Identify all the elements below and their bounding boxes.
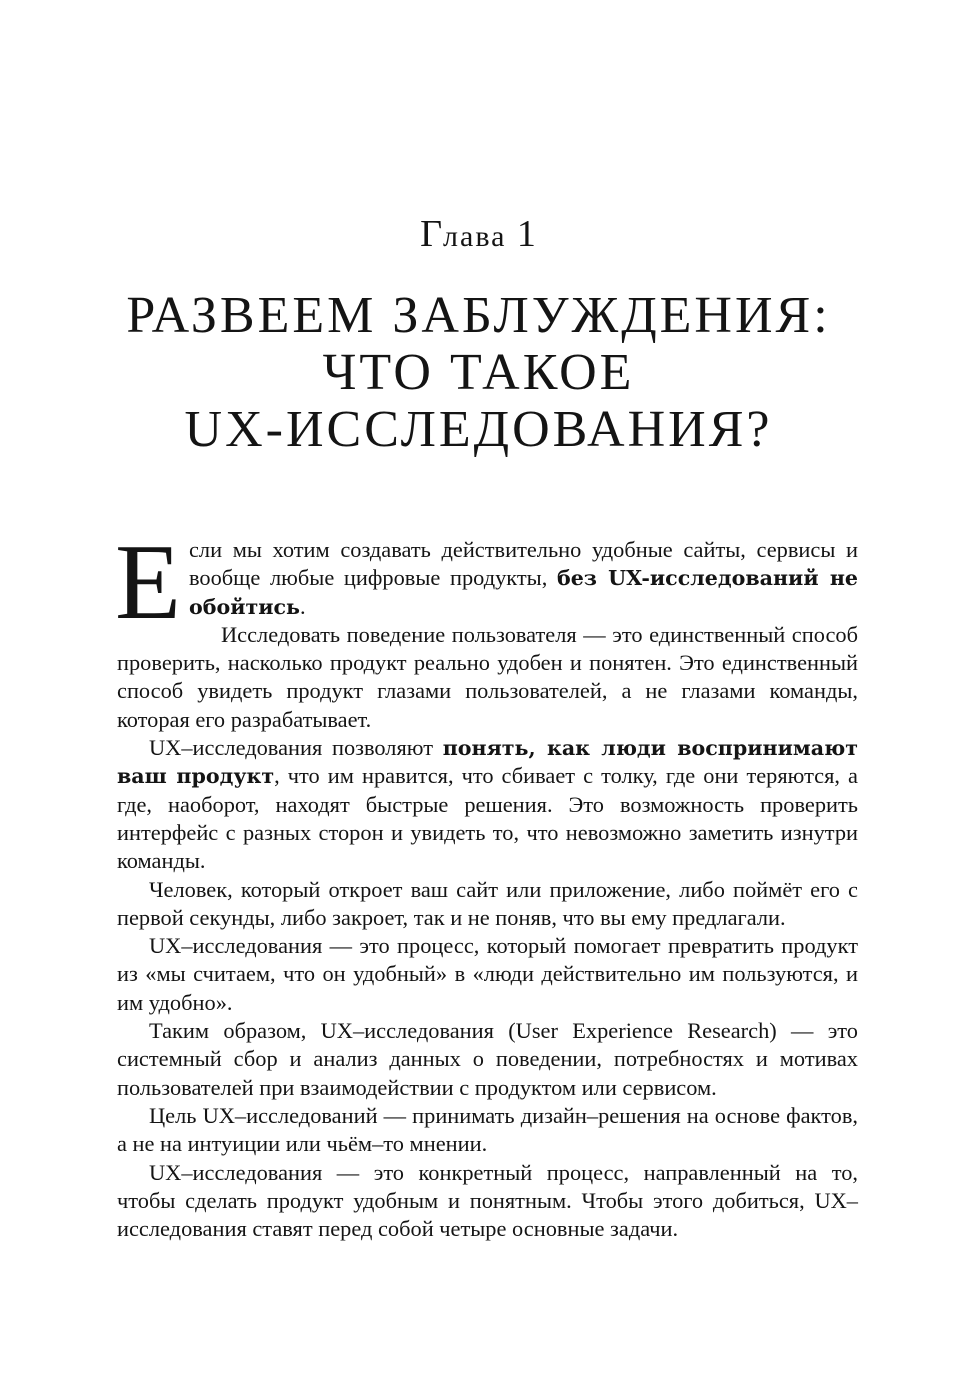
chapter-title-line-2: ЧТО ТАКОЕ [322,344,635,401]
chapter-number: 1 [516,213,537,255]
paragraph-8: UX–исследования — это конкретный процесс, направленный на то, чтобы сделать продукт удобным и понятным. Чтобы этого добиться, UX–исследования ставят перед собой четыре основные задачи. [117,1159,858,1242]
paragraph-4: Человек, который откроет ваш сайт или приложение, либо поймёт его с первой секунды, либо закроет, так и не поняв, что вы ему предлагали. [117,876,858,930]
drop-cap: Е [115,523,181,642]
chapter-title-line-1: РАЗВЕЕМ ЗАБЛУЖДЕНИЯ: [126,287,831,344]
paragraph-3-after: , что им нравится, что сбивает с толку, где они теряются, а где, наоборот, находят быстрые решения. Это возможность проверить интерфейс с разных сторон и увидеть то, что невозможно заметить изнутри команды. [117,763,858,874]
chapter-label [0,210,957,261]
body-text [115,523,858,1243]
chapter-label-word: лава [443,220,507,253]
paragraph-1 [115,523,858,642]
paragraph-1-bold: без UX-исследований не обойтись [188,566,858,619]
chapter-label-initial: Г [420,213,444,255]
chapter-title [60,287,897,458]
paragraph-3-before: UX–исследования позволяют [149,735,443,761]
paragraph-5: UX–исследования — это процесс, который помогает превратить продукт из «мы считаем, что он удобный» в «люди действительно им пользуются, и им удобно». [117,933,858,1015]
paragraph-1-end: . [300,593,306,619]
paragraph-3 [117,734,858,875]
chapter-title-line-3: UX-ИССЛЕДОВАНИЯ? [184,401,773,458]
paragraph-3-bold: понять, как люди воспринимают ваш продукт [117,736,858,789]
paragraph-2: Исследовать поведение пользователя — это единственный способ проверить, насколько продукт реально удобен и понятен. Это единственный способ увидеть продукт глазами пользователей, а не глазами команды, которая его разрабатывает. [117,621,858,732]
paragraph-1-text: сли мы хотим создавать действительно удобные сайты, сервисы и вообще любые цифровые продукты, [188,537,858,591]
paragraph-7: Цель UX–исследований — принимать дизайн–решения на основе фактов, а не на интуиции или чьём–то мнении. [117,1102,858,1157]
paragraph-6: Таким образом, UX–исследования (User Experience Research) — это системный сбор и анализ данных о поведении, потребностях и мотивах пользователей при взаимодействии с продуктом или сервисом. [117,1018,858,1100]
